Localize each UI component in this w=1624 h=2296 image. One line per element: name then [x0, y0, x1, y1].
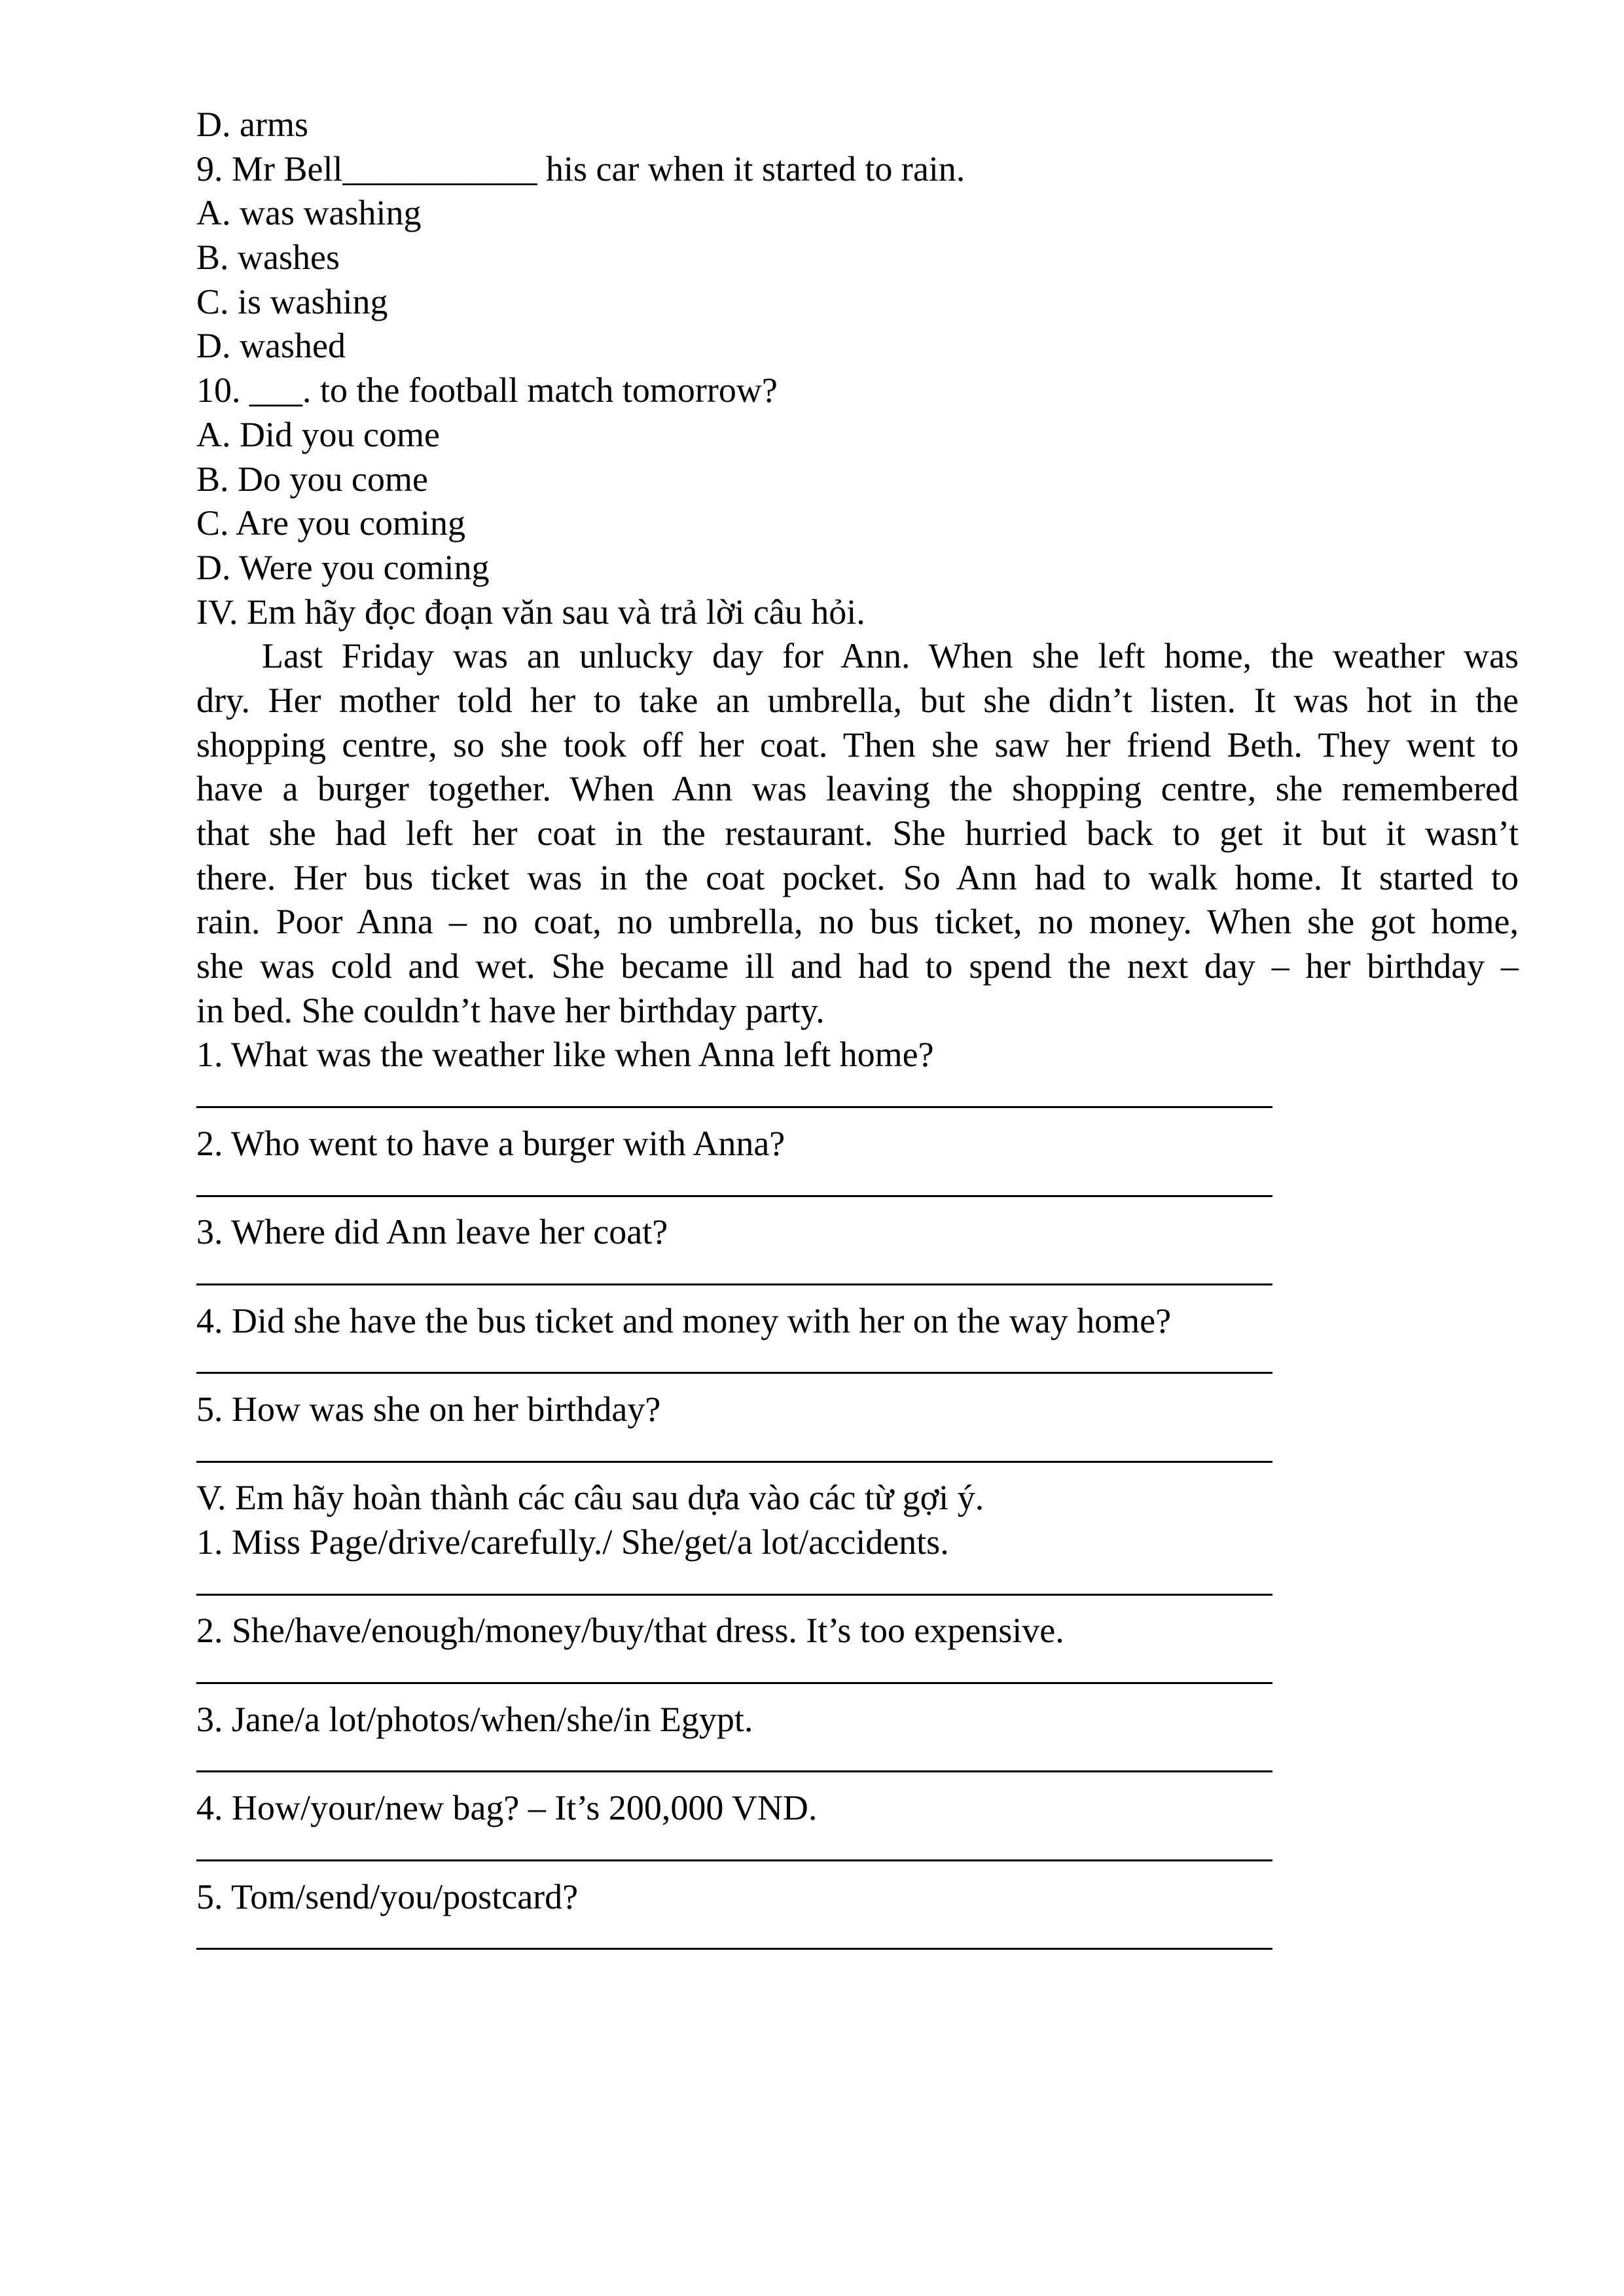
answer-line [196, 1432, 1519, 1477]
answer-underline [196, 1948, 1272, 1950]
answer-line [196, 1255, 1519, 1299]
option-line: D. arms [196, 105, 308, 144]
answer-underline [196, 1283, 1272, 1285]
answer-line [196, 1166, 1519, 1211]
option-line: C. is washing [196, 281, 388, 321]
question-line: 2. Who went to have a burger with Anna? [196, 1123, 785, 1163]
option-line: B. washes [196, 238, 340, 278]
passage-line: in bed. She couldn’t have her birthday party. [196, 990, 825, 1030]
answer-underline [196, 1195, 1272, 1197]
worksheet-page [196, 103, 1519, 1964]
answer-underline [196, 1594, 1272, 1596]
prompt-line: 2. She/have/enough/money/buy/that dress. It’s too expensive. [196, 1611, 1064, 1651]
question-line: 10. ___. to the football match tomorrow? [196, 370, 778, 410]
passage-line: there. Her bus ticket was in the coat pocket. So Ann had to walk home. It started to [196, 857, 1519, 897]
question-line: 5. How was she on her birthday? [196, 1389, 661, 1429]
passage-line: shopping centre, so she took off her coat. Then she saw her friend Beth. They went to [196, 725, 1519, 764]
answer-line [196, 1742, 1519, 1786]
passage-line: dry. Her mother told her to take an umbrella, but she didn’t listen. It was hot in the [196, 680, 1519, 720]
answer-underline [196, 1859, 1272, 1861]
passage-line: Last Friday was an unlucky day for Ann. When she left home, the weather was [262, 636, 1519, 676]
prompt-line: 3. Jane/a lot/photos/when/she/in Egypt. [196, 1699, 753, 1739]
option-line: A. Did you come [196, 414, 440, 454]
answer-line [196, 1343, 1519, 1388]
answer-underline [196, 1106, 1272, 1108]
answer-underline [196, 1682, 1272, 1684]
question-line: 4. Did she have the bus ticket and money with her on the way home? [196, 1300, 1172, 1340]
option-line: C. Are you coming [196, 503, 465, 543]
question-line: 3. Where did Ann leave her coat? [196, 1212, 668, 1252]
answer-line [196, 1919, 1519, 1964]
prompt-line: 1. Miss Page/drive/carefully./ She/get/a lot/accidents. [196, 1522, 949, 1562]
option-line: D. washed [196, 326, 346, 366]
section-heading: IV. Em hãy đọc đoạn văn sau và trả lời câu hỏi. [196, 592, 865, 632]
question-line: 9. Mr Bell___________ his car when it started to rain. [196, 149, 965, 188]
answer-underline [196, 1372, 1272, 1374]
option-line: D. Were you coming [196, 547, 490, 587]
prompt-line: 4. How/your/new bag? – It’s 200,000 VND. [196, 1788, 818, 1828]
passage-line: rain. Poor Anna – no coat, no umbrella, no bus ticket, no money. When she got home, [196, 902, 1519, 942]
answer-underline [196, 1770, 1272, 1772]
prompt-line: 5. Tom/send/you/postcard? [196, 1876, 579, 1916]
section-heading: V. Em hãy hoàn thành các câu sau dựa vào các từ gợi ý. [196, 1478, 984, 1518]
answer-line [196, 1565, 1519, 1609]
option-line: A. was washing [196, 193, 422, 233]
question-line: 1. What was the weather like when Anna left home? [196, 1035, 934, 1075]
answer-line [196, 1077, 1519, 1122]
answer-line [196, 1831, 1519, 1875]
passage-line: have a burger together. When Ann was leaving the shopping centre, she remembered [196, 769, 1519, 809]
answer-underline [196, 1461, 1272, 1463]
answer-line [196, 1653, 1519, 1698]
passage-line: that she had left her coat in the restaurant. She hurried back to get it but it wasn’t [196, 814, 1519, 853]
passage-line: she was cold and wet. She became ill and had to spend the next day – her birthday – [196, 946, 1519, 986]
option-line: B. Do you come [196, 459, 428, 499]
